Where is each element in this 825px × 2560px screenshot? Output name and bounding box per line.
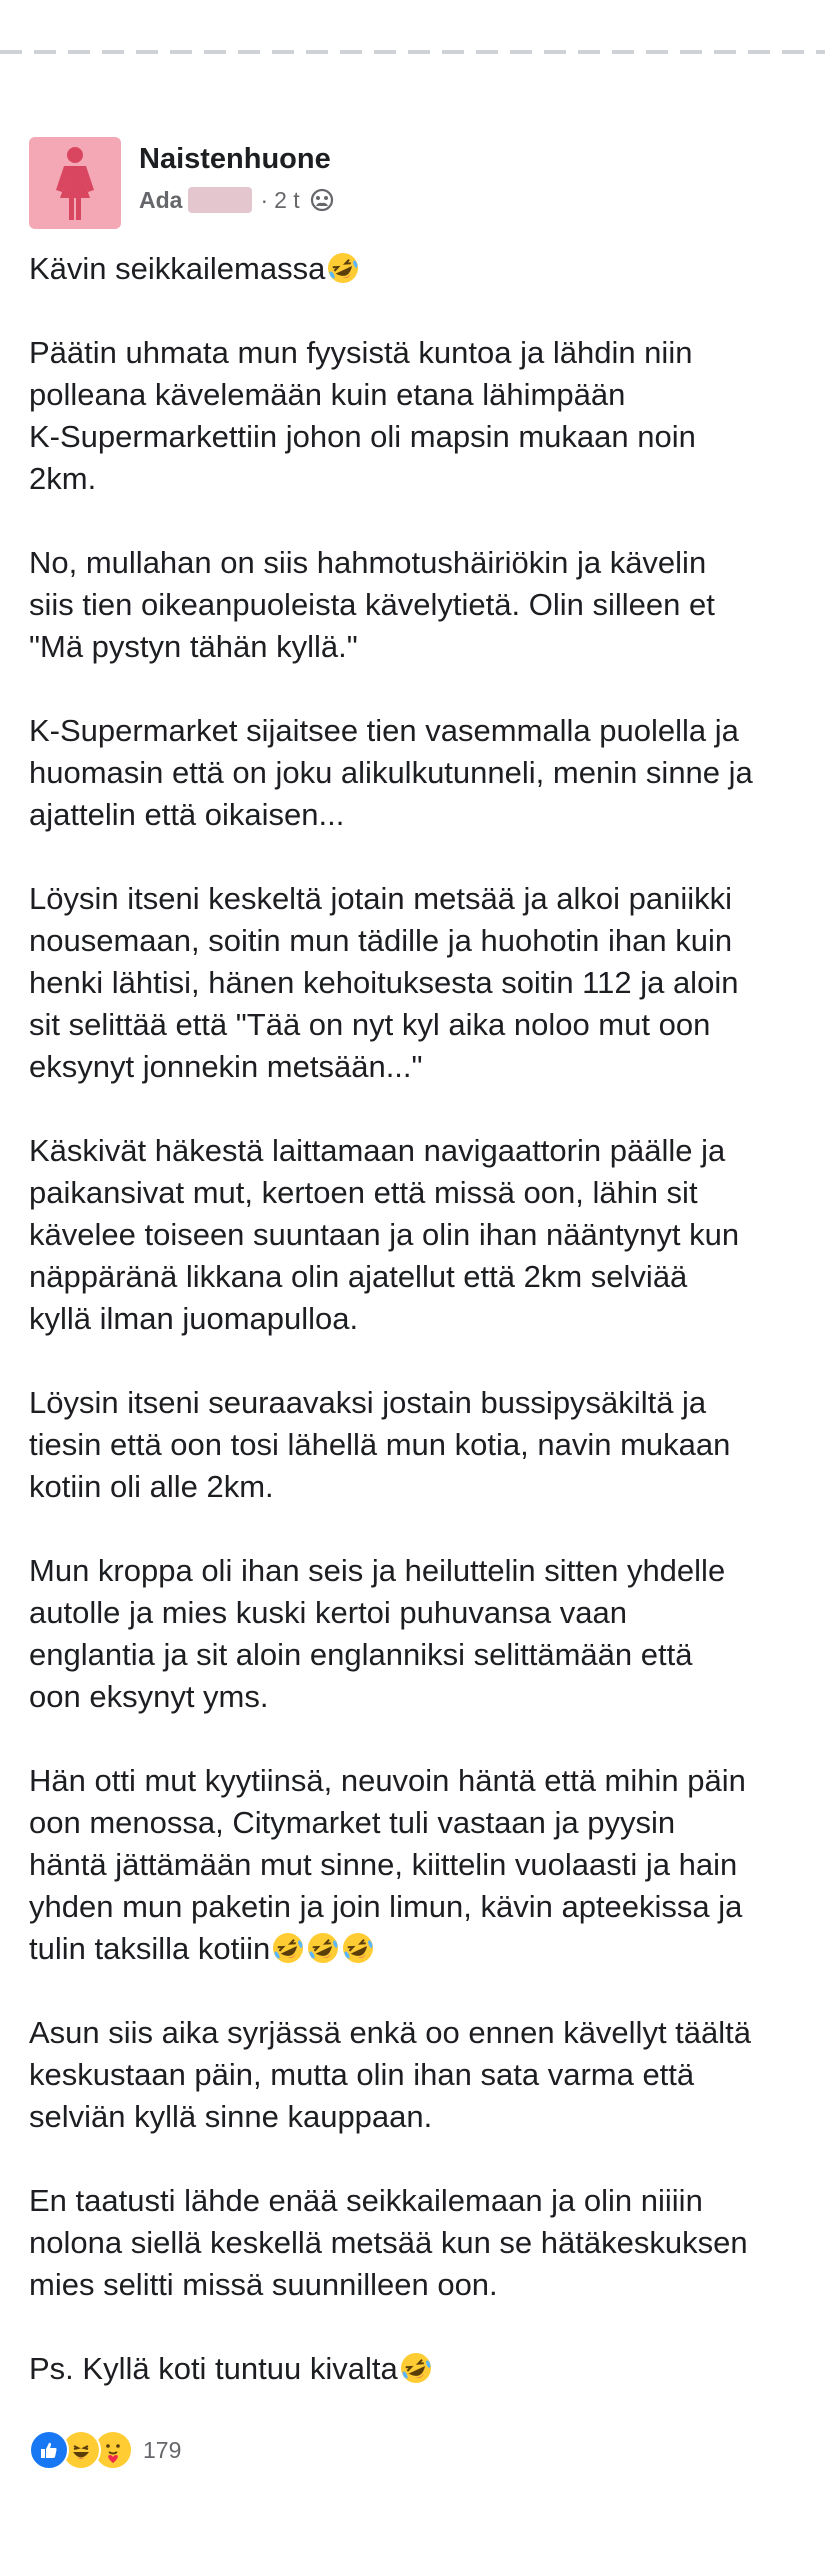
- rolling-on-floor-laughing-emoji: [399, 2351, 433, 2385]
- paragraph-text: En taatusti lähde enää seikkailemaan ja olin niiiin nolona siellä keskellä metsää kun se hätäkeskuksen mies selitti missä suunnilleen oon.: [29, 2183, 748, 2302]
- like-icon: [29, 2430, 69, 2470]
- author-name[interactable]: Ada: [139, 187, 183, 213]
- paragraph-text: Löysin itseni seuraavaksi jostain bussipysäkiltä ja tiesin että oon tosi lähellä mun kotia, navin mukaan kotiin oli alle 2km.: [29, 1385, 731, 1504]
- post-timestamp[interactable]: 2 t: [274, 187, 300, 213]
- post-paragraph: [29, 1130, 809, 1340]
- post-body: [29, 248, 809, 2432]
- post-paragraph: [29, 1550, 809, 1718]
- paragraph-text: Mun kroppa oli ihan seis ja heiluttelin sitten yhdelle autolle ja mies kuski kertoi puhuvansa vaan englantia ja sit aloin englanniksi selittämään että oon eksynyt yms.: [29, 1553, 726, 1714]
- meta-separator: ·: [260, 187, 269, 213]
- rolling-on-floor-laughing-emoji: [326, 251, 360, 285]
- post-paragraph: [29, 1382, 809, 1508]
- paragraph-text: Kävin seikkailemassa: [29, 251, 326, 286]
- post-paragraph: [29, 1760, 809, 1970]
- post-paragraph: [29, 332, 809, 500]
- post-paragraph: [29, 248, 809, 290]
- group-privacy-icon: [310, 188, 334, 212]
- post-paragraph: [29, 542, 809, 668]
- rolling-on-floor-laughing-emoji: [306, 1931, 340, 1965]
- rolling-on-floor-laughing-emoji: [271, 1931, 305, 1965]
- rolling-on-floor-laughing-emoji: [341, 1931, 375, 1965]
- post-paragraph: [29, 2180, 809, 2306]
- paragraph-text: Ps. Kyllä koti tuntuu kivalta: [29, 2351, 398, 2386]
- post-meta: [139, 186, 334, 214]
- post-paragraph: [29, 2012, 809, 2138]
- paragraph-text: Käskivät häkestä laittamaan navigaattorin päälle ja paikansivat mut, kertoen että missä oon, lähin sit kävelee toiseen suuntaan ja olin ihan nääntynyt kun näppäränä likkana olin ajatellut että 2km selviää kyllä ilman juomapulloa.: [29, 1133, 740, 1336]
- paragraph-text: No, mullahan on siis hahmotushäiriökin ja kävelin siis tien oikeanpuoleista kävelytietä. Olin silleen et "Mä pystyn tähän kyllä.": [29, 545, 715, 664]
- top-divider: [0, 50, 825, 54]
- woman-figure-icon: [50, 146, 100, 220]
- group-avatar[interactable]: [29, 137, 121, 229]
- paragraph-text: K-Supermarket sijaitsee tien vasemmalla puolella ja huomasin että on joku alikulkutunneli, menin sinne ja ajattelin että oikaisen...: [29, 713, 753, 832]
- paragraph-text: Löysin itseni keskeltä jotain metsää ja alkoi paniikki nousemaan, soitin mun tädille ja huohotin ihan kuin henki lähtisi, hänen kehoituksesta soitin 112 ja aloin sit selittää että "Tää on nyt kyl aika noloo mut oon eksynyt jonnekin metsään...": [29, 881, 739, 1084]
- group-name[interactable]: Naistenhuone: [139, 143, 331, 175]
- post-paragraph: [29, 710, 809, 836]
- post-header: [29, 137, 334, 229]
- paragraph-text: Hän otti mut kyytiinsä, neuvoin häntä että mihin päin oon menossa, Citymarket tuli vastaan ja pyysin häntä jättämään mut sinne, kiittelin vuolaasti ja hain yhden mun paketin ja join limun, kävin apteekissa ja tulin taksilla kotiin: [29, 1763, 746, 1966]
- author-redaction: [188, 187, 252, 213]
- paragraph-text: Asun siis aika syrjässä enkä oo ennen kävellyt täältä keskustaan päin, mutta olin ihan sata varma että selviän kyllä sinne kauppaan.: [29, 2015, 752, 2134]
- post-paragraph: [29, 878, 809, 1088]
- reactions-bar[interactable]: [29, 2430, 181, 2470]
- post-paragraph: [29, 2348, 809, 2390]
- paragraph-text: Päätin uhmata mun fyysistä kuntoa ja lähdin niin polleana kävelemään kuin etana lähimpään K-Supermarkettiin johon oli mapsin mukaan noin 2km.: [29, 335, 696, 496]
- reaction-count[interactable]: 179: [143, 2436, 182, 2463]
